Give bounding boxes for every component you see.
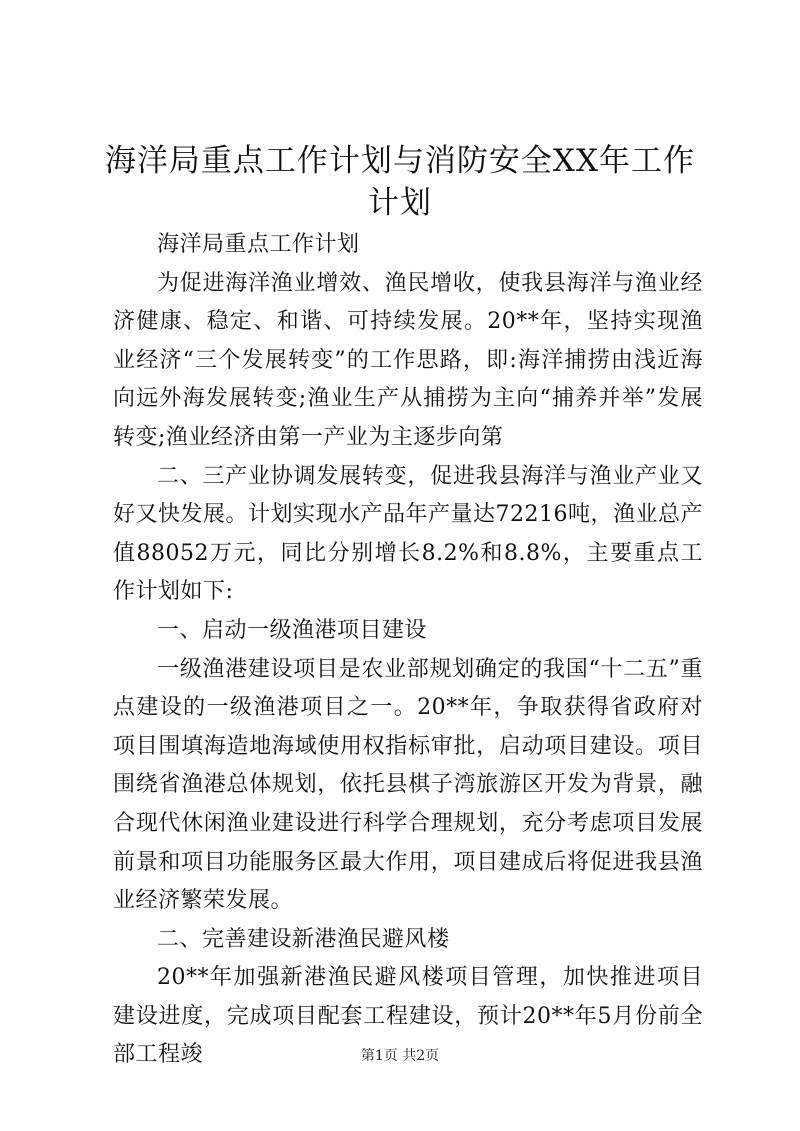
page-number: 第1页 共2页 xyxy=(360,1048,440,1064)
document-body xyxy=(113,226,703,1075)
paragraph-subtitle: 海洋局重点工作计划 xyxy=(157,232,360,257)
paragraph-shelter-building: 20**年加强新港渔民避风楼项目管理，加快推进项目建设进度，完成项目配套工程建设，预计20**年5月份前全部工程竣 xyxy=(113,965,703,1068)
section-heading-shelter-building: 二、完善建设新港渔民避风楼 xyxy=(157,926,450,952)
document-title: 海洋局重点工作计划与消防安全XX年工作计划 xyxy=(104,143,696,221)
paragraph-intro: 为促进海洋渔业增效、渔民增收，使我县海洋与渔业经济健康、稳定、和谐、可持续发展。20**年，坚持实现渔业经济“三个发展转变”的工作思路，即:海洋捕捞由浅近海向远外海发展转变;渔业生产从捕捞为主向“捕养并举”发展转变;渔业经济由第一产业为主逐步向第 xyxy=(113,270,703,450)
section-heading-fishing-port: 一、启动一级渔港项目建设 xyxy=(157,617,428,643)
paragraph-industry-targets: 二、三产业协调发展转变，促进我县海洋与渔业产业又好又快发展。计划实现水产品年产量达72216吨，渔业总产值88052万元，同比分别增长8.2%和8.8%，主要重点工作计划如下: xyxy=(113,463,703,605)
paragraph-fishing-port: 一级渔港建设项目是农业部规划确定的我国“十二五”重点建设的一级渔港项目之一。20**年，争取获得省政府对项目围填海造地海域使用权指标审批，启动项目建设。项目围绕省渔港总体规划，依托县棋子湾旅游区开发为背景，融合现代休闲渔业建设进行科学合理规划，充分考虑项目发展前景和项目功能服务区最大作用，项目建成后将促进我县渔业经济繁荣发展。 xyxy=(113,656,703,914)
